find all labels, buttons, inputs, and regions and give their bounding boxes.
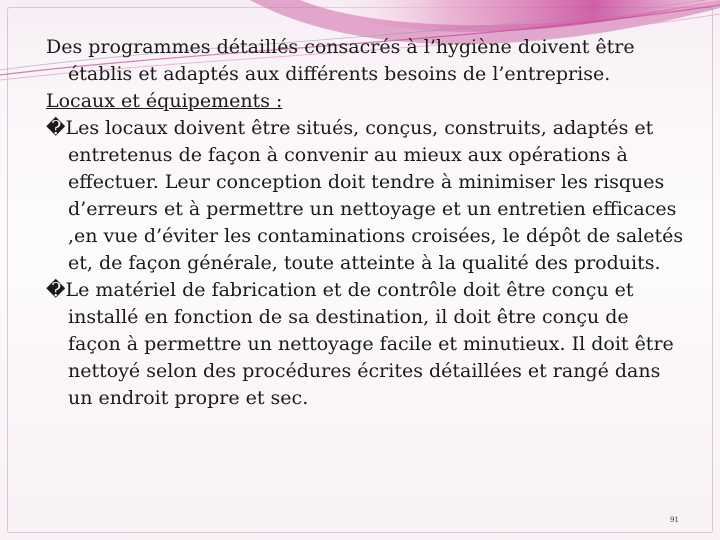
- intro-paragraph: Des programmes détaillés consacrés à l’hygiène doivent être établis et adaptés aux différents besoins de l’entreprise.: [46, 36, 635, 85]
- bullet-marker-icon: �: [46, 279, 66, 301]
- bullet-text: Le matériel de fabrication et de contrôle doit être conçu et installé en fonction de sa destination, il doit être conçu de façon à permettre un nettoyage facile et minutieux. Il doit être nettoyé selon des procédures écrites détaillées et rangé dans un endroit propre et sec.: [65, 279, 674, 409]
- bullet-marker-icon: �: [46, 117, 66, 139]
- page-number: 91: [670, 516, 679, 524]
- bullet-item: [46, 277, 686, 412]
- bullet-text: Les locaux doivent être situés, conçus, construits, adaptés et entretenus de façon à convenir au mieux aux opérations à effectuer. Leur conception doit tendre à minimiser les risques d’erreurs et à permettre un nettoyage et un entretien efficaces ,en vue d’éviter les contaminations croisées, le dépôt de saletés et, de façon générale, toute atteinte à la qualité des produits.: [65, 117, 684, 274]
- slide-body: [46, 34, 686, 412]
- section-heading-text: Locaux et équipements :: [46, 90, 283, 112]
- section-heading: [46, 88, 686, 115]
- bullet-item: [46, 115, 686, 277]
